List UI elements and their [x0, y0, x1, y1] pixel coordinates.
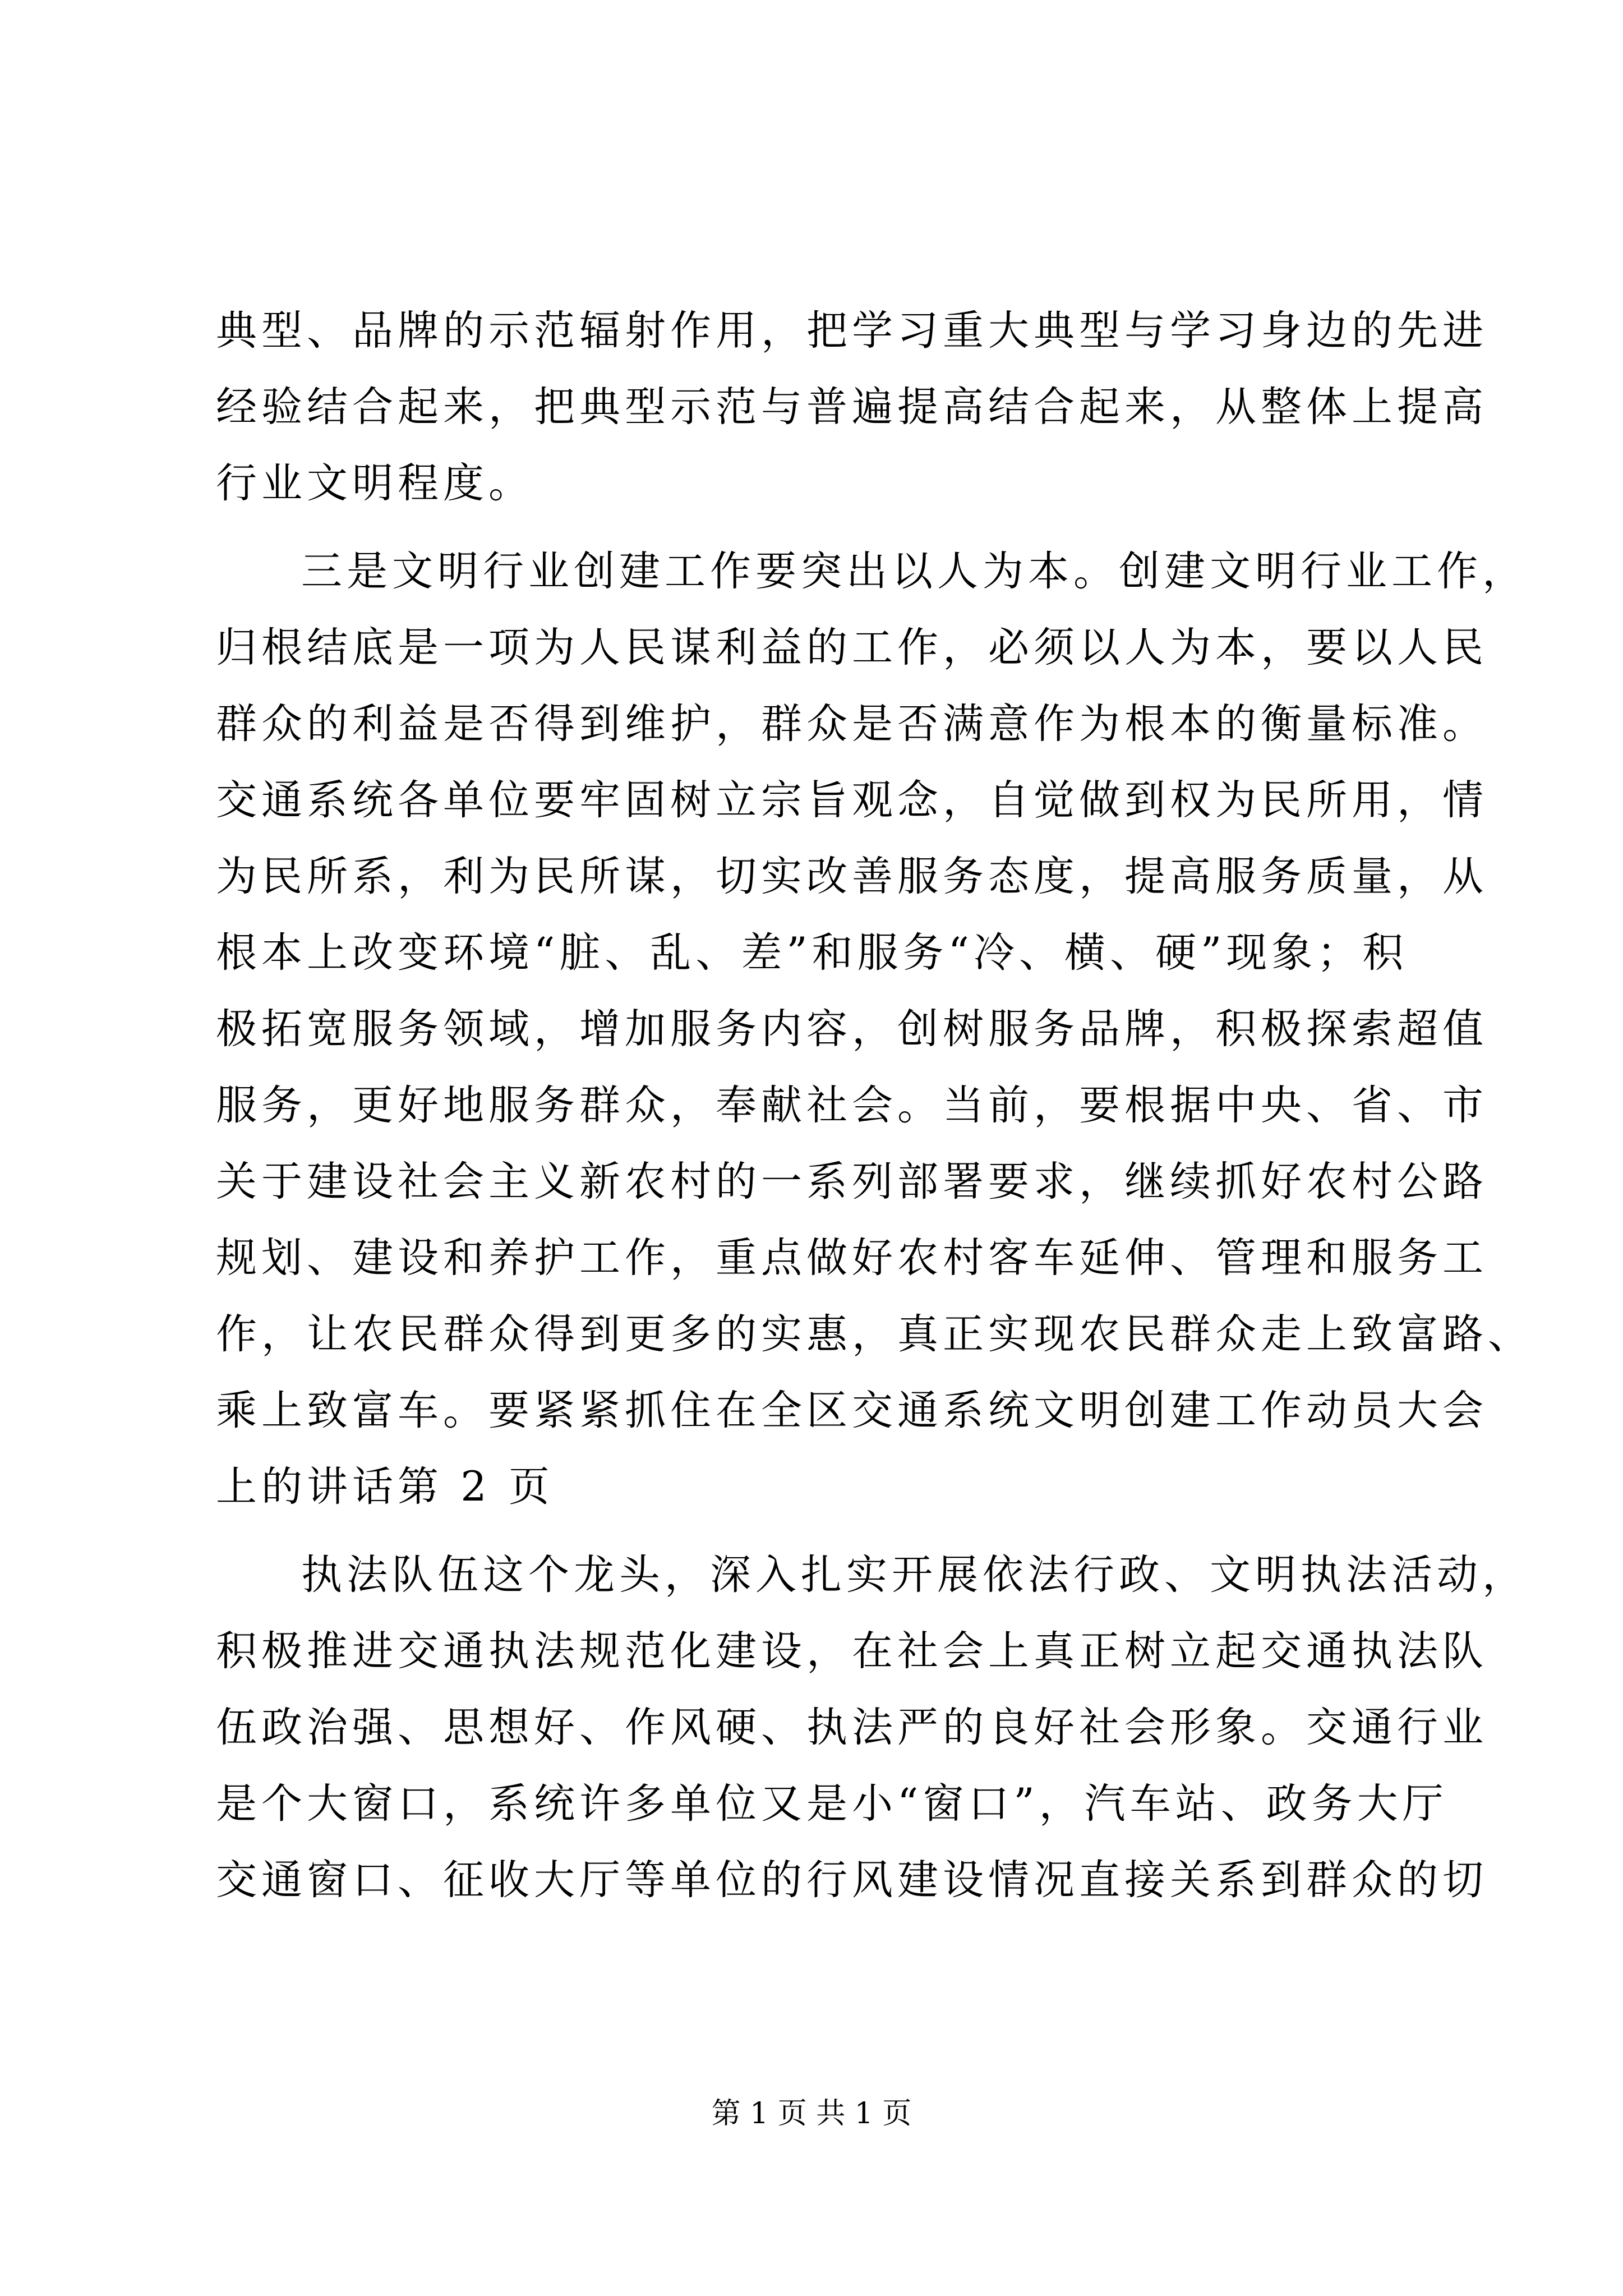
text-line: 行业文明程度。	[216, 459, 534, 507]
text-line: 为民所系，利为民所谋，切实改善服务态度，提高服务质量，从	[216, 853, 1488, 900]
text-line: 群众的利益是否得到维护，群众是否满意作为根本的衡量标准。	[216, 700, 1488, 748]
text-line: 上的讲话第 2 页	[216, 1463, 554, 1511]
text-line: 规划、建设和养护工作，重点做好农村客车延伸、管理和服务工	[216, 1234, 1488, 1282]
paragraph-start-line: 执法队伍这个龙头，深入扎实开展依法行政、文明执法活动，	[301, 1551, 1528, 1599]
text-line: 作，让农民群众得到更多的实惠，真正实现农民群众走上致富路、	[216, 1310, 1533, 1358]
text-line: 经验结合起来，把典型示范与普遍提高结合起来，从整体上提高	[216, 383, 1488, 431]
paragraph-start-line: 三是文明行业创建工作要突出以人为本。创建文明行业工作，	[301, 547, 1528, 595]
page-footer: 第 1 页 共 1 页	[711, 2097, 912, 2131]
text-line: 根本上改变环境“脏、乱、差”和服务“冷、横、硬”现象；积	[216, 929, 1408, 977]
text-line: 典型、品牌的示范辐射作用，把学习重大典型与学习身边的先进	[216, 307, 1488, 355]
text-line: 极拓宽服务领域，增加服务内容，创树服务品牌，积极探索超值	[216, 1005, 1488, 1053]
text-line: 关于建设社会主义新农村的一系列部署要求，继续抓好农村公路	[216, 1158, 1488, 1205]
text-line: 服务，更好地服务群众，奉献社会。当前，要根据中央、省、市	[216, 1082, 1488, 1129]
text-line: 交通窗口、征收大厅等单位的行风建设情况直接关系到群众的切	[216, 1856, 1488, 1904]
text-line: 归根结底是一项为人民谋利益的工作，必须以人为本，要以人民	[216, 624, 1488, 671]
text-line: 伍政治强、思想好、作风硬、执法严的良好社会形象。交通行业	[216, 1704, 1488, 1751]
text-line: 乘上致富车。要紧紧抓住在全区交通系统文明创建工作动员大会	[216, 1387, 1488, 1434]
text-line: 积极推进交通执法规范化建设，在社会上真正树立起交通执法队	[216, 1627, 1488, 1675]
text-line: 是个大窗口，系统许多单位又是小“窗口”，汽车站、政务大厅	[216, 1780, 1448, 1828]
text-line: 交通系统各单位要牢固树立宗旨观念，自觉做到权为民所用，情	[216, 776, 1488, 824]
